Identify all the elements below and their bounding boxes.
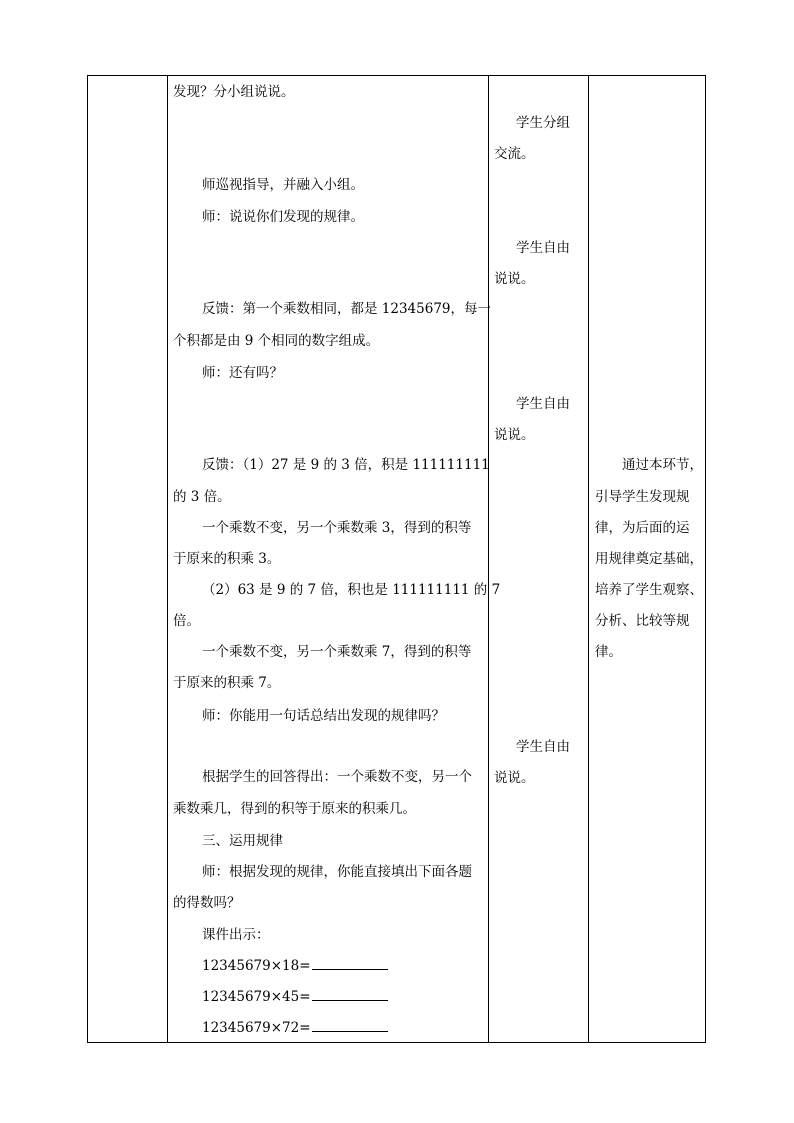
exercise-line (202, 987, 388, 1007)
exercise-line (202, 1018, 388, 1038)
answer-blank (312, 1018, 388, 1032)
intent-line: 律。 (595, 644, 622, 660)
column-divider-3 (588, 75, 589, 1043)
student-line: 学生分组 (516, 115, 570, 131)
intent-line: 通过本环节， (622, 457, 703, 473)
teacher-line: 三、运用规律 (202, 833, 283, 849)
teacher-line: 倍。 (173, 613, 200, 629)
exercise-expression: 12345679×45= (202, 989, 311, 1005)
teacher-line: 一个乘数不变，另一个乘数乘 3，得到的积等 (202, 520, 472, 536)
student-line: 学生自由 (516, 240, 570, 256)
teacher-line: 课件出示： (202, 927, 270, 943)
teacher-line: 师：根据发现的规律，你能直接填出下面各题 (202, 864, 472, 880)
teacher-line: 师：还有吗？ (202, 365, 283, 381)
teacher-line: 个积都是由 9 个相同的数字组成。 (173, 333, 380, 349)
teacher-line: 一个乘数不变，另一个乘数乘 7，得到的积等 (202, 644, 472, 660)
intent-line: 分析、比较等规 (595, 613, 690, 629)
column-divider-1 (167, 75, 168, 1043)
teacher-line: 根据学生的回答得出：一个乘数不变，另一个 (202, 769, 472, 785)
student-line: 说说。 (494, 770, 535, 786)
teacher-line: 反馈：（1）27 是 9 的 3 倍，积是 111111111 (202, 457, 490, 473)
teacher-line: 于原来的积乘 7。 (173, 675, 281, 691)
student-line: 学生自由 (516, 396, 570, 412)
teacher-line: 的 3 倍。 (173, 489, 231, 505)
answer-blank (312, 956, 388, 970)
exercise-expression: 12345679×18= (202, 958, 311, 974)
intent-line: 律，为后面的运 (595, 520, 690, 536)
answer-blank (312, 987, 388, 1001)
teacher-line: 师巡视指导，并融入小组。 (202, 177, 364, 193)
column-divider-2 (488, 75, 489, 1043)
teacher-line: 的得数吗？ (173, 895, 241, 911)
exercise-expression: 12345679×72= (202, 1020, 311, 1036)
teacher-line: 于原来的积乘 3。 (173, 551, 281, 567)
student-line: 说说。 (494, 427, 535, 443)
teacher-line: 乘数乘几，得到的积等于原来的积乘几。 (173, 801, 416, 817)
student-line: 说说。 (494, 271, 535, 287)
teacher-line: （2）63 是 9 的 7 倍，积也是 111111111 的 7 (202, 582, 501, 598)
teacher-line: 反馈：第一个乘数相同，都是 12345679，每一 (202, 301, 492, 317)
intent-line: 引导学生发现规 (595, 489, 690, 505)
student-line: 交流。 (494, 146, 535, 162)
intent-line: 用规律奠定基础， (595, 551, 703, 567)
teacher-line: 师：说说你们发现的规律。 (202, 209, 364, 225)
teacher-line: 发现？分小组说说。 (173, 84, 295, 100)
intent-line: 培养了学生观察、 (595, 582, 703, 598)
student-line: 学生自由 (516, 739, 570, 755)
exercise-line (202, 956, 388, 976)
teacher-line: 师：你能用一句话总结出发现的规律吗？ (202, 708, 445, 724)
